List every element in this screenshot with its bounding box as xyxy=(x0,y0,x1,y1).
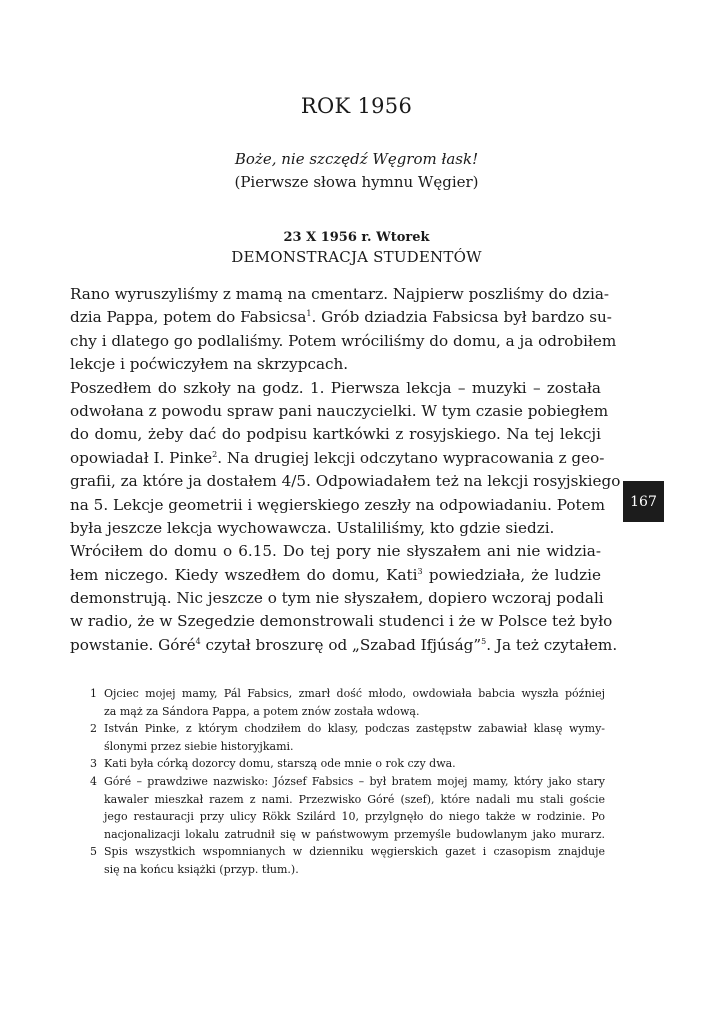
footnote-line: Kati była córką dozorcy domu, starszą ode mnie o rok czy dwa. xyxy=(104,757,456,771)
body-line: na 5. Lekcje geometrii i węgierskiego zeszły na odpowiadaniu. Potem xyxy=(70,495,605,514)
footnote xyxy=(90,720,605,755)
footnote xyxy=(90,755,605,773)
epigraph-source: (Pierwsze słowa hymnu Węgier) xyxy=(234,173,479,191)
footnote-number: 3 xyxy=(90,757,97,771)
chapter-title: ROK 1956 xyxy=(300,94,413,118)
body-line: lekcje i poćwiczyłem na skrzypcach. xyxy=(70,355,349,374)
footnote-ref: 5 xyxy=(481,636,487,646)
body-line: Wróciłem do domu o 6.15. Do tej pory nie słyszałem ani nie widzia- xyxy=(70,542,601,561)
footnote-line: się na końcu książki (przyp. tłum.). xyxy=(104,862,299,876)
footnote-line: Ojciec mojej mamy, Pál Fabsics, zmarł dość młodo, owdowiała babcia wyszła później xyxy=(104,687,605,700)
footnote-number: 5 xyxy=(90,845,97,859)
footnote-line: István Pinke, z którym chodziłem do klasy, podczas zastępstw zabawiał klasę wymy- xyxy=(104,722,605,736)
footnote-number: 4 xyxy=(90,774,97,788)
epigraph xyxy=(0,148,713,194)
body-line: była jeszcze lekcja wychowawcza. Ustaliliśmy, kto gdzie siedzi. xyxy=(70,518,555,537)
footnote-ref: 2 xyxy=(212,449,218,459)
page-number: 167 xyxy=(623,481,664,522)
footnote xyxy=(90,773,605,843)
body-line: dzia Pappa, potem do Fabsicsa$^1$. Grób dziadzia Fabsicsa był bardzo su- xyxy=(70,308,612,327)
body-line: grafii, za które ja dostałem 4/5. Odpowiadałem też na lekcji rosyjskiego xyxy=(70,472,621,491)
body-line: odwołana z powodu spraw pani nauczycielki. W tym czasie pobiegłem xyxy=(70,401,609,420)
body-line: Poszedłem do szkoły na godz. 1. Pierwsza lekcja – muzyki – została xyxy=(70,378,601,397)
entry-date: 23 X 1956 r. Wtorek xyxy=(283,230,430,245)
body-line: w radio, że w Szegedzie demonstrowali studenci i że w Polsce też było xyxy=(70,612,613,631)
body-line: do domu, żeby dać do podpisu kartkówki z rosyjskiego. Na tej lekcji xyxy=(70,425,601,444)
footnote xyxy=(90,843,605,878)
footnote-line: nacjonalizacji lokalu zatrudnił się w państwowym przemyśle budowlanym jako murarz. xyxy=(104,827,605,841)
section-title: DEMONSTRACJA STUDENTÓW xyxy=(231,248,482,266)
footnote-line: jego restauracji przy ulicy Rökk Szilárd 10, przylgnęło do niego także w rodzinie. Po xyxy=(104,810,605,824)
body-line: chy i dlatego go podlaliśmy. Potem wróciliśmy do domu, a ja odrobiłem xyxy=(70,331,617,350)
diary-body xyxy=(70,283,621,657)
body-line: łem niczego. Kiedy wszedłem do domu, Kati$^3$ powiedziała, że ludzie xyxy=(70,565,601,584)
footnote-ref: 3 xyxy=(417,566,423,576)
footnote-number: 1 xyxy=(90,687,97,700)
body-line: opowiadał I. Pinke$^2$. Na drugiej lekcji odczytano wypracowania z geo- xyxy=(70,448,605,467)
body-line: demonstrują. Nic jeszcze o tym nie słyszałem, dopiero wczoraj podali xyxy=(70,589,604,608)
footnotes xyxy=(90,685,605,879)
footnote-number: 2 xyxy=(90,722,97,736)
footnote-line: za mąż za Sándora Pappa, a potem znów została wdową. xyxy=(104,704,420,718)
footnote-line: Góré – prawdziwe nazwisko: József Fabsics – był bratem mojej mamy, który jako stary xyxy=(104,774,605,788)
footnote-ref: 1 xyxy=(306,309,312,319)
body-line: powstanie. Góré$^4$ czytał broszurę od „Szabad Ifjúság”$^5$. Ja też czytałem. xyxy=(70,635,618,654)
footnote-line: kawaler mieszkał razem z nami. Przezwisko Góré (szef), które nadali mu stali goście xyxy=(104,792,605,806)
body-line: Rano wyruszyliśmy z mamą na cmentarz. Najpierw poszliśmy do dzia- xyxy=(70,285,610,303)
footnote xyxy=(90,685,605,720)
footnote-ref: 4 xyxy=(195,636,201,646)
footnote-line: Spis wszystkich wspomnianych w dzienniku węgierskich gazet i czasopism znajduje xyxy=(104,845,605,859)
footnote-line: ślonymi przez siebie historyjkami. xyxy=(104,739,294,753)
epigraph-quote: Boże, nie szczędź Węgrom łask! xyxy=(234,150,479,168)
